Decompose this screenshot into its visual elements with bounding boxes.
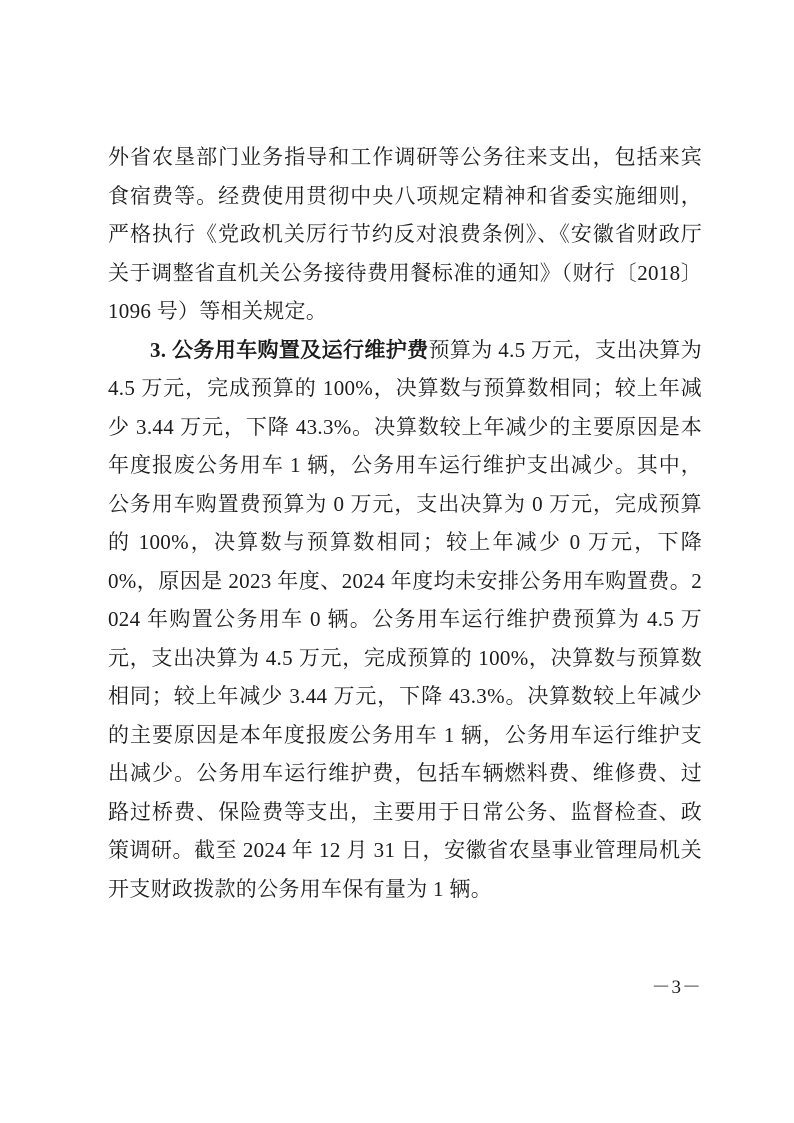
paragraph-text: 外省农垦部门业务指导和工作调研等公务往来支出，包括来宾食宿费等。经费使用贯彻中央八项规定精神和省委实施细则，严格执行《党政机关厉行节约反对浪费条例》、《安徽省财政厅关于调整省直机关公务接待费用餐标准的通知》（财行〔2018〕1096 号）等相关规定。: [108, 145, 702, 323]
page-number: －3－: [651, 977, 702, 998]
paragraph-text: 预算为 4.5 万元，支出决算为 4.5 万元，完成预算的 100%，决算数与预算数相同；较上年减少 3.44 万元，下降 43.3%。决算数较上年减少的主要原因是本年度报废公务用车 1 辆，公务用车运行维护支出减少。其中，公务用车购置费预算为 0 万元，支出决算为 0 万元，完成预算的 100%，决算数与预算数相同；较上年减少 0 万元，下降 0%，原因是 2023 年度、2024 年度均未安排公务用车购置费。2024 年购置公务用车 0 辆。公务用车运行维护费预算为 4.5 万元，支出决算为 4.5 万元，完成预算的 100%，决算数与预算数相同；较上年减少 3.44 万元，下降 43.3%。决算数较上年减少的主要原因是本年度报废公务用车 1 辆，公务用车运行维护支出减少。公务用车运行维护费，包括车辆燃料费、维修费、过路过桥费、保险费等支出，主要用于日常公务、监督检查、政策调研。截至 2024 年 12 月 31 日，安徽省农垦事业管理局机关开支财政拨款的公务用车保有量为 1 辆。: [108, 337, 702, 901]
paragraph-official-vehicle-costs: [108, 331, 702, 909]
section-heading-vehicle-costs: 3. 公务用车购置及运行维护费: [150, 337, 429, 362]
paragraph-reception-regulations: [108, 138, 702, 331]
document-body: [108, 138, 702, 908]
